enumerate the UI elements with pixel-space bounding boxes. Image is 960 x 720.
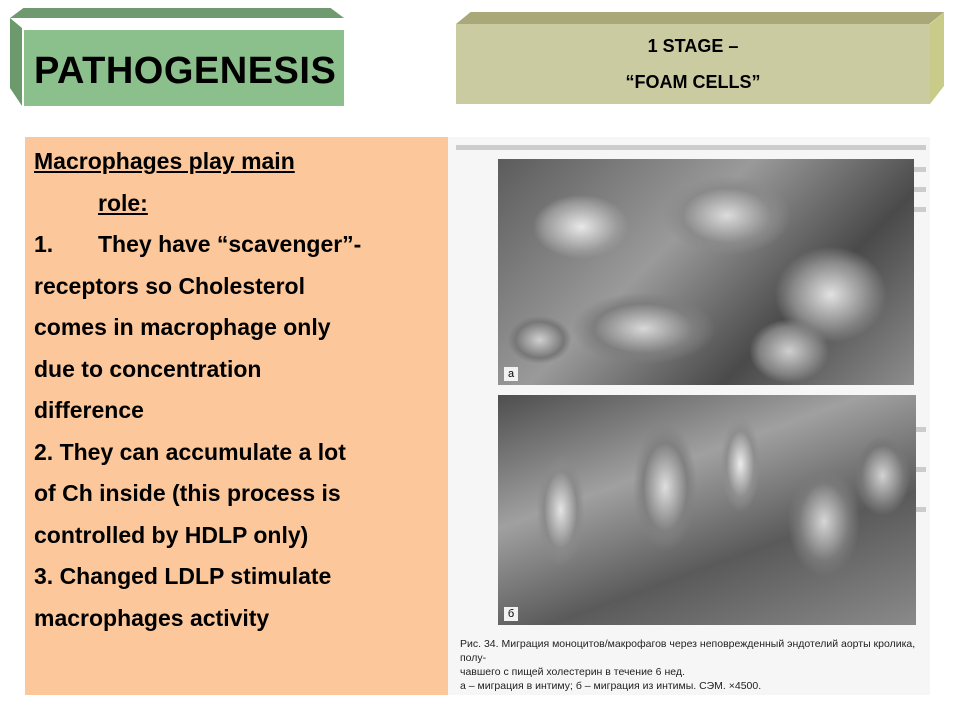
stage-box bbox=[456, 12, 944, 104]
body-line-8: 3. Changed LDLP stimulate bbox=[34, 563, 332, 589]
stage-box-bevel-right bbox=[930, 12, 944, 104]
heading-part-2: role: bbox=[98, 189, 148, 216]
page-title: PATHOGENESIS bbox=[34, 50, 337, 92]
stage-line-2: “FOAM CELLS” bbox=[625, 72, 761, 92]
stage-box-bevel-top bbox=[456, 12, 944, 24]
item-1-number: 1. bbox=[34, 231, 54, 257]
body-line-1: receptors so Cholesterol bbox=[34, 272, 305, 299]
body-line-6: of Ch inside (this process is bbox=[34, 480, 341, 506]
body-line-4: difference bbox=[34, 397, 144, 423]
title-box bbox=[10, 8, 344, 106]
caption-line-2: чавшего с пищей холестерин в течение 6 нед. bbox=[460, 666, 685, 678]
body-line-3: due to concentration bbox=[34, 355, 262, 382]
micrograph-a bbox=[498, 159, 914, 385]
scan-text-line bbox=[456, 145, 926, 150]
stage-line-1: 1 STAGE – bbox=[647, 36, 739, 56]
micrograph-b-label: б bbox=[504, 607, 518, 621]
caption-line-3: а – миграция в интиму; б – миграция из интимы. СЭМ. ×4500. bbox=[460, 680, 762, 692]
title-box-face bbox=[24, 30, 344, 106]
micrograph-a-label: а bbox=[504, 367, 518, 381]
text-panel bbox=[25, 137, 448, 695]
heading-line-2 bbox=[34, 183, 442, 225]
micrograph-b bbox=[498, 395, 916, 625]
stage-box-face bbox=[456, 24, 930, 104]
body-line-5: 2. They can accumulate a lot bbox=[34, 438, 346, 465]
figure-caption bbox=[460, 637, 920, 693]
body-line-9: macrophages activity bbox=[34, 604, 270, 631]
text-panel-content bbox=[34, 141, 442, 639]
title-box-bevel-left bbox=[10, 8, 22, 106]
figure bbox=[448, 137, 930, 695]
heading-part-1: Macrophages play main bbox=[34, 148, 295, 174]
body-line-2: comes in macrophage only bbox=[34, 314, 331, 340]
caption-line-1: Рис. 34. Миграция моноцитов/макрофагов через неповрежденный эндотелий аорты кролика, полу- bbox=[460, 638, 916, 664]
body-line-7: controlled by HDLP only) bbox=[34, 521, 309, 548]
item-1-text: They have “scavenger”- bbox=[98, 231, 362, 257]
title-box-bevel-top bbox=[10, 8, 344, 18]
item-1-line bbox=[34, 224, 442, 266]
heading-line-1 bbox=[34, 141, 442, 183]
